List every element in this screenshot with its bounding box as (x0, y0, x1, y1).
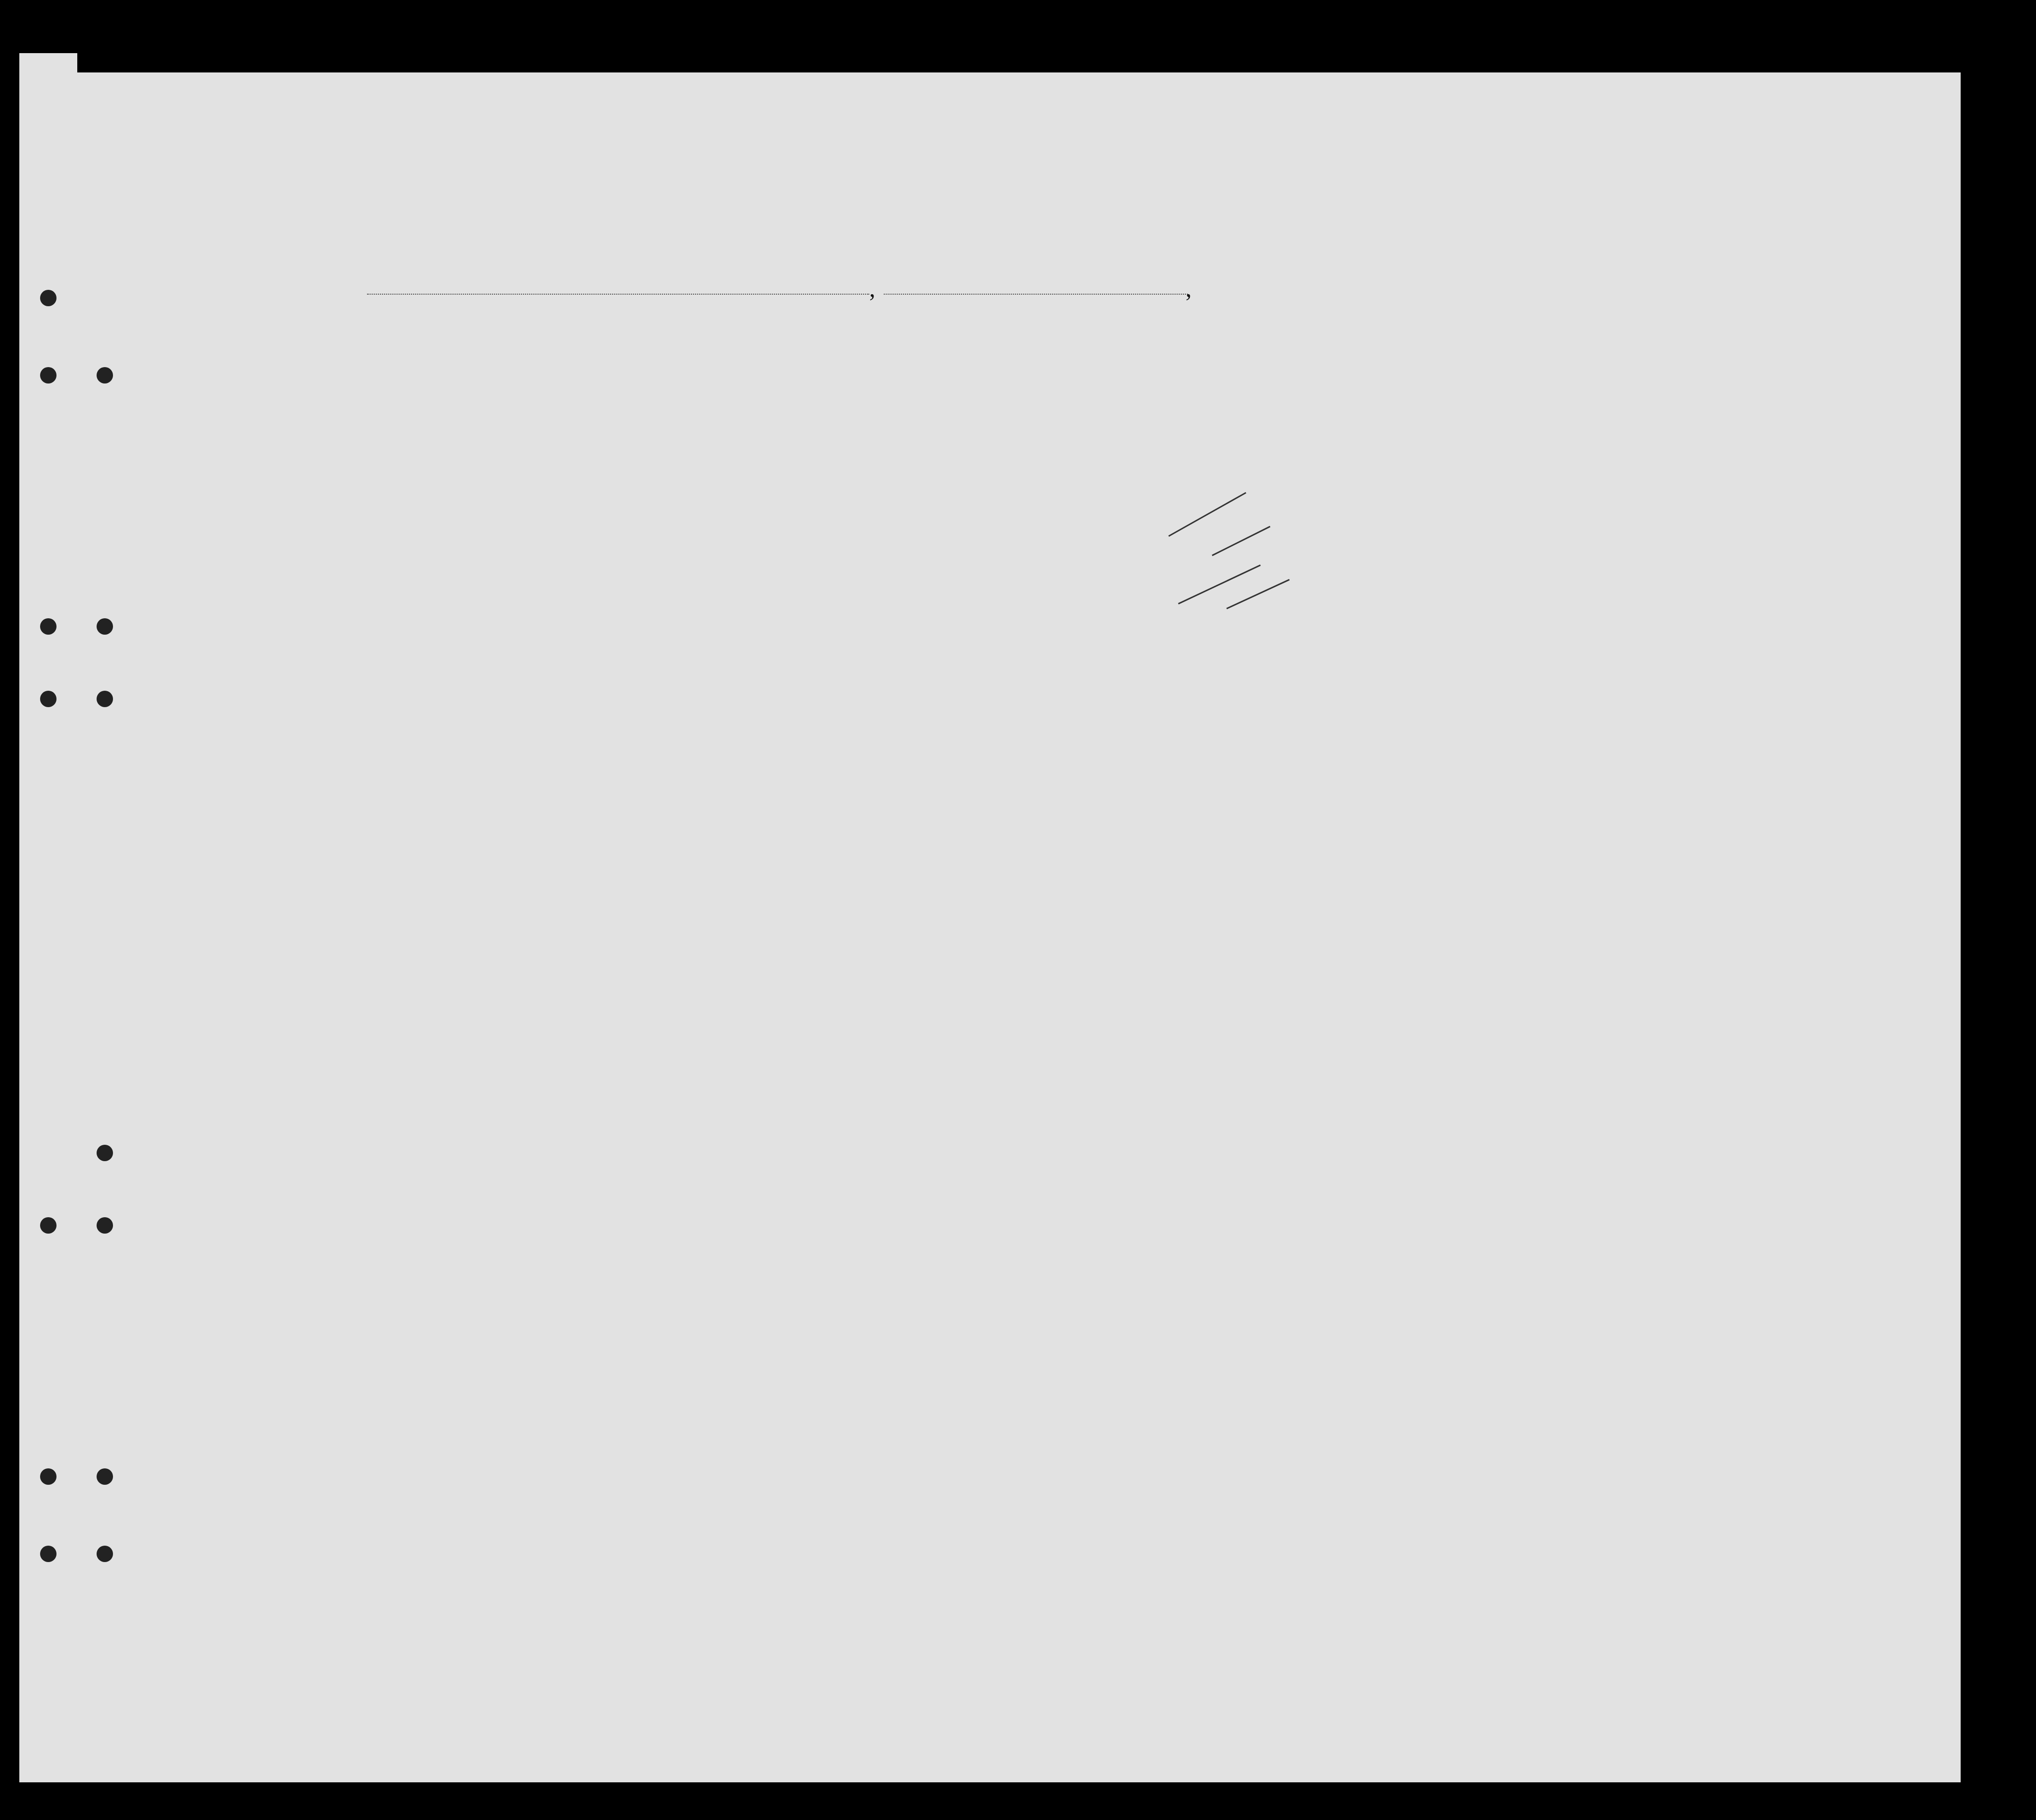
header-overthrow (1371, 367, 1420, 478)
binder-hole (97, 1217, 113, 1234)
binder-hole (97, 1468, 113, 1485)
binder-hole (40, 618, 57, 635)
header-ticket (594, 357, 623, 478)
comma: , (869, 275, 876, 302)
header-fifty-dollars (715, 357, 744, 478)
header-offer (1425, 367, 1454, 478)
comma-2: , (1186, 275, 1192, 302)
header-purpose-citizen (1244, 386, 1272, 478)
header-prison (1275, 367, 1304, 478)
binder-hole (97, 1546, 113, 1562)
binder-hole (97, 367, 113, 384)
header-purpose-length (1207, 386, 1235, 478)
binder-hole (40, 290, 57, 306)
binder-hole (40, 1468, 57, 1485)
binder-hole (40, 367, 57, 384)
binder-hole (97, 618, 113, 635)
binder-hole (40, 691, 57, 707)
header-purpose-return (1171, 386, 1199, 478)
header-anarchist (1345, 367, 1364, 478)
binder-hole (40, 1546, 57, 1562)
header-excluded (1461, 367, 1475, 478)
header-inches (1651, 435, 1664, 478)
binder-hole (40, 1217, 57, 1234)
binder-hole (97, 1145, 113, 1161)
check-marks (1149, 483, 1309, 628)
header-feet (1627, 435, 1641, 478)
header-arrested (1490, 367, 1504, 478)
header-polygamist (1321, 367, 1340, 478)
binder-hole (97, 691, 113, 707)
